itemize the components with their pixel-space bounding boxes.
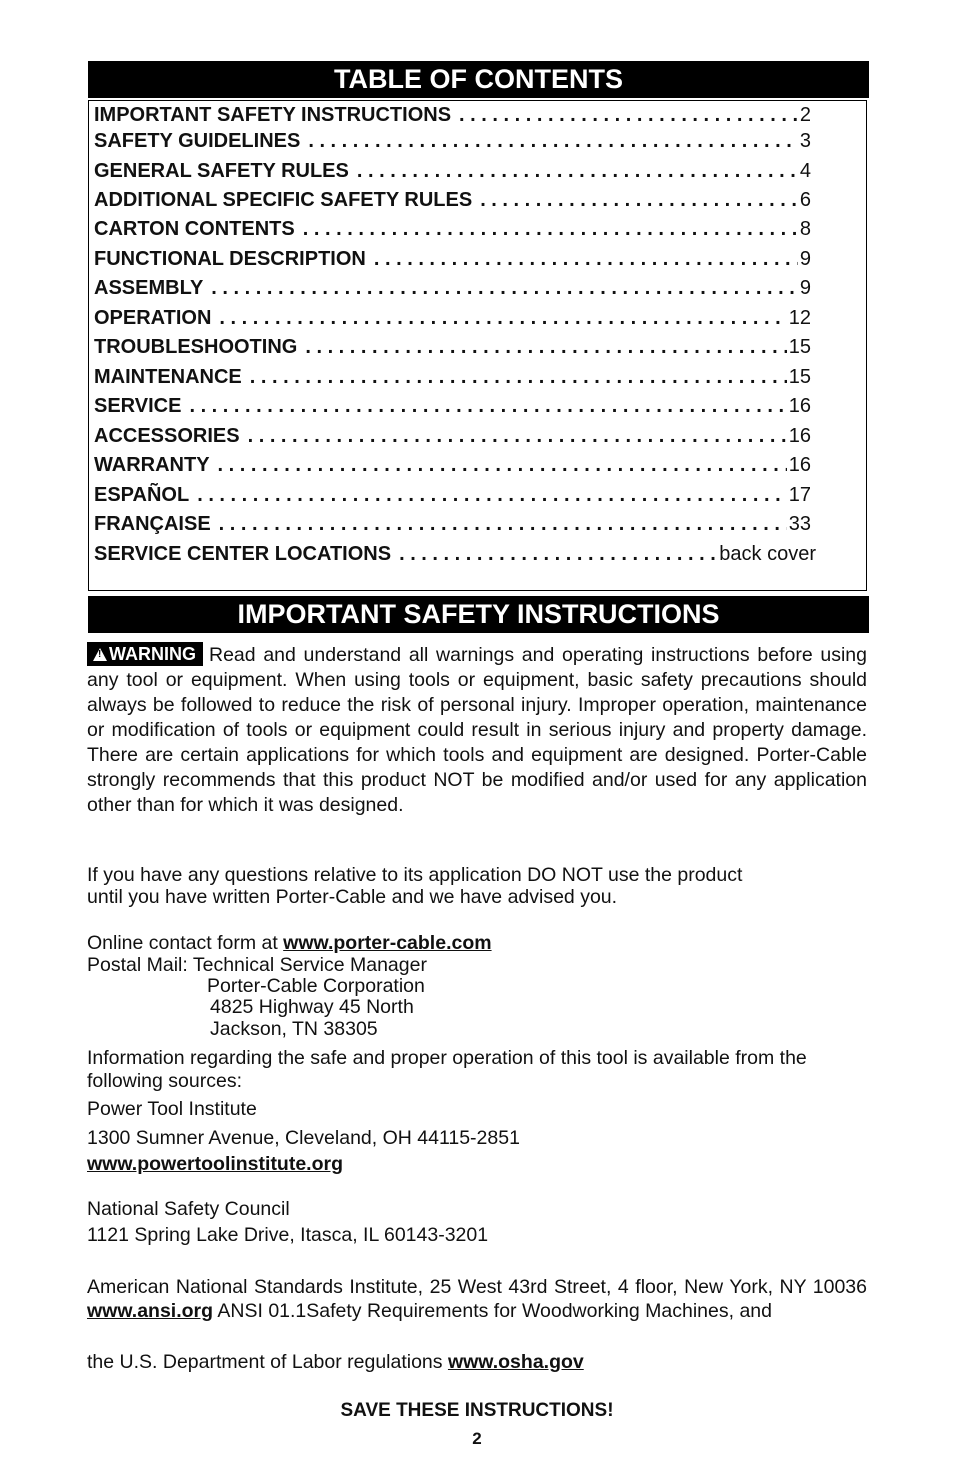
- toc-entry-title: ACCESSORIES: [94, 425, 240, 447]
- toc-leader-dots: [189, 483, 787, 507]
- questions-line-2: until you have written Porter-Cable and we have advised you.: [87, 886, 618, 908]
- ansi-link[interactable]: www.ansi.org: [87, 1300, 214, 1322]
- toc-entry-title: OPERATION: [94, 307, 212, 329]
- osha-link[interactable]: www.osha.gov: [447, 1351, 584, 1373]
- toc-leader-dots: [210, 453, 787, 477]
- toc-entry-page: 8: [799, 218, 811, 240]
- postal-line-3: 4825 Highway 45 North: [210, 996, 414, 1018]
- toc-entry-page: 16: [788, 425, 811, 447]
- toc-entry: [94, 394, 811, 418]
- toc-entry: [94, 424, 811, 448]
- warning-badge: [87, 642, 203, 666]
- toc-entry-page: 6: [799, 189, 811, 211]
- postal-line-2: Porter-Cable Corporation: [207, 975, 425, 997]
- toc-entry: [94, 335, 811, 359]
- toc-entry: [94, 542, 816, 566]
- dol-line: [87, 1350, 867, 1375]
- toc-entry: [94, 365, 811, 389]
- toc-leader-dots: [240, 424, 787, 448]
- toc-entry-title: WARRANTY: [94, 454, 210, 476]
- toc-entry-page: 12: [788, 307, 811, 329]
- toc-entry-page: 9: [799, 248, 811, 270]
- pti-address: 1300 Sumner Avenue, Cleveland, OH 44115-2851: [87, 1127, 520, 1149]
- toc-entry: [94, 483, 811, 507]
- toc-leader-dots: [242, 365, 787, 389]
- warning-triangle-icon: [93, 648, 107, 661]
- toc-leader-dots: [203, 276, 798, 300]
- toc-entry: [94, 188, 811, 212]
- toc-entry-page: 3: [799, 130, 811, 152]
- toc-box: [88, 100, 867, 591]
- toc-entry-title: SERVICE: [94, 395, 182, 417]
- postal-line-1: Postal Mail: Technical Service Manager: [87, 954, 427, 976]
- toc-leader-dots: [472, 188, 798, 212]
- toc-entry-page: 15: [788, 336, 811, 358]
- toc-entry-title: ADDITIONAL SPECIFIC SAFETY RULES: [94, 189, 473, 211]
- toc-leader-dots: [211, 306, 786, 330]
- toc-leader-dots: [366, 247, 798, 271]
- toc-entry-page: 16: [788, 395, 811, 417]
- ansi-text-b: ANSI 01.1Safety Requirements for Woodworking Machines, and: [213, 1300, 772, 1322]
- toc-entry-title: CARTON CONTENTS: [94, 218, 295, 240]
- pti-name: Power Tool Institute: [87, 1098, 257, 1120]
- toc-entry-title: SAFETY GUIDELINES: [94, 130, 301, 152]
- ansi-text-a: American National Standards Institute, 25 West 43rd Street, 4 floor, New York, NY 10036: [87, 1276, 867, 1298]
- toc-entry-title: GENERAL SAFETY RULES: [94, 160, 349, 182]
- toc-entry-page: 9: [799, 277, 811, 299]
- questions-paragraph: [87, 864, 867, 908]
- nsc-address: 1121 Spring Lake Drive, Itasca, IL 60143-3201: [87, 1224, 489, 1246]
- toc-entry: [94, 247, 811, 271]
- toc-entry-page: back cover: [719, 543, 816, 565]
- toc-entry-title: ESPAÑOL: [94, 484, 190, 506]
- toc-entry-page: 33: [788, 513, 811, 535]
- warning-label: WARNING: [109, 644, 196, 664]
- postal-line-4: Jackson, TN 38305: [210, 1018, 378, 1040]
- porter-cable-link[interactable]: www.porter-cable.com: [283, 932, 492, 954]
- toc-leader-dots: [297, 335, 786, 359]
- questions-line-1: If you have any questions relative to its application DO NOT use the product: [87, 864, 743, 886]
- pti-link[interactable]: www.powertoolinstitute.org: [87, 1153, 344, 1175]
- toc-leader-dots: [349, 159, 798, 183]
- warning-paragraph: [87, 642, 867, 818]
- toc-entry-title: FRANÇAISE: [94, 513, 211, 535]
- toc-entry-title: IMPORTANT SAFETY INSTRUCTIONS: [94, 104, 452, 126]
- toc-entry-title: MAINTENANCE: [94, 366, 242, 388]
- toc-entry-title: FUNCTIONAL DESCRIPTION: [94, 248, 366, 270]
- toc-leader-dots: [391, 542, 717, 566]
- toc-entry-page: 16: [788, 454, 811, 476]
- toc-heading: TABLE OF CONTENTS: [88, 61, 869, 98]
- warning-text: Read and understand all warnings and operating instructions before using any tool or equipment. When using tools or equipment, basic safety precautions should always be followed to reduce the risk of personal injury. Improper operation, maintenance or modification of tools or equipment could result in serious injury and property damage. There are certain applications for which tools and equipment are designed. Porter-Cable strongly recommends that this product NOT be modified and/or used for any application other than for which it was designed.: [87, 644, 867, 816]
- ansi-paragraph: [87, 1275, 867, 1323]
- toc-leader-dots: [451, 103, 798, 127]
- toc-entry: [94, 306, 811, 330]
- toc-entry-title: TROUBLESHOOTING: [94, 336, 298, 358]
- toc-entry: [94, 103, 811, 127]
- toc-entry: [94, 159, 811, 183]
- online-contact-label: Online contact form at: [87, 932, 284, 954]
- toc-entry-page: 15: [788, 366, 811, 388]
- toc-entry: [94, 129, 811, 153]
- toc-entry: [94, 453, 811, 477]
- toc-leader-dots: [211, 512, 787, 536]
- toc-entry-title: ASSEMBLY: [94, 277, 204, 299]
- toc-entry-page: 2: [799, 104, 811, 126]
- toc-entry: [94, 512, 811, 536]
- toc-leader-dots: [300, 129, 798, 153]
- toc-entry: [94, 276, 811, 300]
- toc-entry-page: 4: [799, 160, 811, 182]
- toc-entry: [94, 217, 811, 241]
- nsc-name: National Safety Council: [87, 1198, 290, 1220]
- toc-entry-page: 17: [788, 484, 811, 506]
- pti-link-row: [87, 1152, 867, 1177]
- page-number: 2: [472, 1429, 482, 1448]
- online-contact: [87, 932, 867, 954]
- toc-leader-dots: [295, 217, 798, 241]
- info-paragraph: Information regarding the safe and proper operation of this tool is available from the following sources:: [87, 1047, 807, 1092]
- safety-heading: IMPORTANT SAFETY INSTRUCTIONS: [88, 596, 869, 633]
- toc-entry-title: SERVICE CENTER LOCATIONS: [94, 543, 392, 565]
- toc-leader-dots: [181, 394, 786, 418]
- dol-label: the U.S. Department of Labor regulations: [87, 1351, 448, 1373]
- save-instructions: SAVE THESE INSTRUCTIONS!: [340, 1400, 614, 1421]
